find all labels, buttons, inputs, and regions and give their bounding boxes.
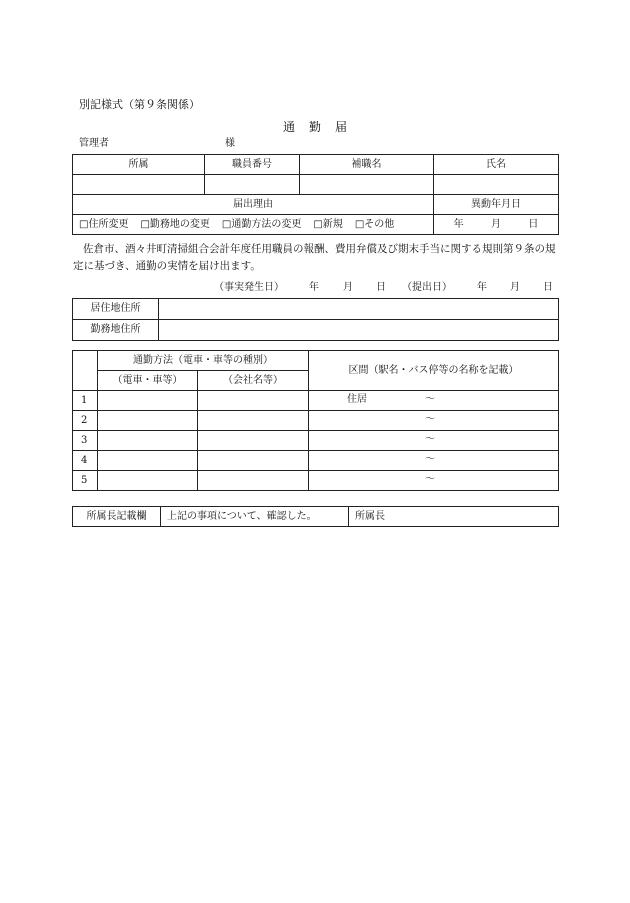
residence-address-field[interactable]: [159, 299, 559, 320]
submit-year-unit: 年: [477, 282, 487, 293]
tilde-separator: ～: [425, 454, 435, 465]
submit-month-unit: 月: [510, 282, 520, 293]
change-date-header: 異動年月日: [434, 195, 559, 215]
reason-options: [73, 215, 434, 235]
chief-confirmation-table: [72, 506, 559, 527]
header-position: 補職名: [300, 155, 434, 175]
company-field[interactable]: [198, 431, 309, 451]
confirmation-text: 上記の事項について、確認した。: [161, 507, 349, 527]
header-name: 氏名: [434, 155, 559, 175]
company-field[interactable]: [198, 391, 309, 411]
table-row: [73, 391, 559, 411]
honorific-label: 様: [225, 138, 235, 149]
row-number: 4: [73, 451, 98, 471]
submit-date-label: （提出日）: [402, 282, 452, 293]
section-start: 住居: [347, 394, 367, 405]
residence-label: 居住地住所: [73, 299, 159, 320]
page-title: 通 勤 届: [283, 120, 349, 134]
address-table: [72, 298, 559, 341]
table-row: [73, 451, 559, 471]
method-type-field[interactable]: [98, 471, 198, 491]
method-type-header: （電車・車等）: [98, 371, 198, 391]
company-field[interactable]: [198, 471, 309, 491]
section-field[interactable]: [309, 471, 559, 491]
method-header: 通勤方法（電車・車等の種別）: [98, 351, 309, 371]
section-field[interactable]: [309, 451, 559, 471]
fact-month-unit: 月: [343, 282, 353, 293]
section-field[interactable]: [309, 431, 559, 451]
chief-label: 所属長: [355, 510, 385, 522]
workplace-label: 勤務地住所: [73, 320, 159, 341]
employee-number-field[interactable]: [205, 175, 300, 195]
company-field[interactable]: [198, 411, 309, 431]
addressee-label: 管理者: [79, 138, 109, 149]
section-field[interactable]: [309, 391, 559, 411]
reason-option-method-change[interactable]: □通勤方法の変更: [221, 218, 302, 230]
name-field[interactable]: [434, 175, 559, 195]
reason-header: 届出理由: [73, 195, 434, 215]
method-type-field[interactable]: [98, 411, 198, 431]
declaration-text: 佐倉市、酒々井町清掃組合会計年度任用職員の報酬、費用弁償及び期末手当に関する規則第９条の規定に基づき、通勤の実情を届け出ます。: [73, 243, 556, 272]
form-label: 別記様式（第９条関係）: [79, 98, 200, 111]
tilde-separator: ～: [425, 474, 435, 485]
chief-signature-field[interactable]: [349, 507, 559, 527]
table-row: [73, 471, 559, 491]
tilde-separator: ～: [425, 434, 435, 445]
fact-day-unit: 日: [376, 282, 386, 293]
affiliation-field[interactable]: [73, 175, 205, 195]
info-table: [72, 154, 559, 235]
commute-table: [72, 350, 559, 491]
method-type-field[interactable]: [98, 431, 198, 451]
table-row: [73, 411, 559, 431]
reason-option-other[interactable]: □その他: [354, 218, 395, 230]
row-number: 1: [73, 391, 98, 411]
number-header-cell: [73, 351, 98, 391]
day-unit: 日: [528, 218, 539, 230]
month-unit: 月: [490, 218, 501, 230]
workplace-address-field[interactable]: [159, 320, 559, 341]
method-type-field[interactable]: [98, 391, 198, 411]
row-number: 2: [73, 411, 98, 431]
tilde-separator: ～: [425, 414, 435, 425]
fact-date-label: （事実発生日）: [214, 282, 284, 293]
method-type-field[interactable]: [98, 451, 198, 471]
position-field[interactable]: [300, 175, 434, 195]
header-affiliation: 所属: [73, 155, 205, 175]
section-header: 区間（駅名・バス停等の名称を記載）: [309, 351, 559, 391]
company-header: （会社名等）: [198, 371, 309, 391]
company-field[interactable]: [198, 451, 309, 471]
reason-option-address-change[interactable]: □住所変更: [79, 218, 129, 230]
reason-option-new[interactable]: □新規: [313, 218, 343, 230]
chief-entry-label: 所属長記載欄: [73, 507, 161, 527]
reason-option-workplace-change[interactable]: □勤務地の変更: [140, 218, 210, 230]
section-field[interactable]: [309, 411, 559, 431]
change-date-field[interactable]: [434, 215, 559, 235]
table-row: [73, 431, 559, 451]
year-unit: 年: [453, 218, 464, 230]
row-number: 5: [73, 471, 98, 491]
tilde-separator: ～: [425, 394, 435, 405]
fact-year-unit: 年: [309, 282, 319, 293]
header-employee-number: 職員番号: [205, 155, 300, 175]
submit-day-unit: 日: [543, 282, 553, 293]
row-number: 3: [73, 431, 98, 451]
